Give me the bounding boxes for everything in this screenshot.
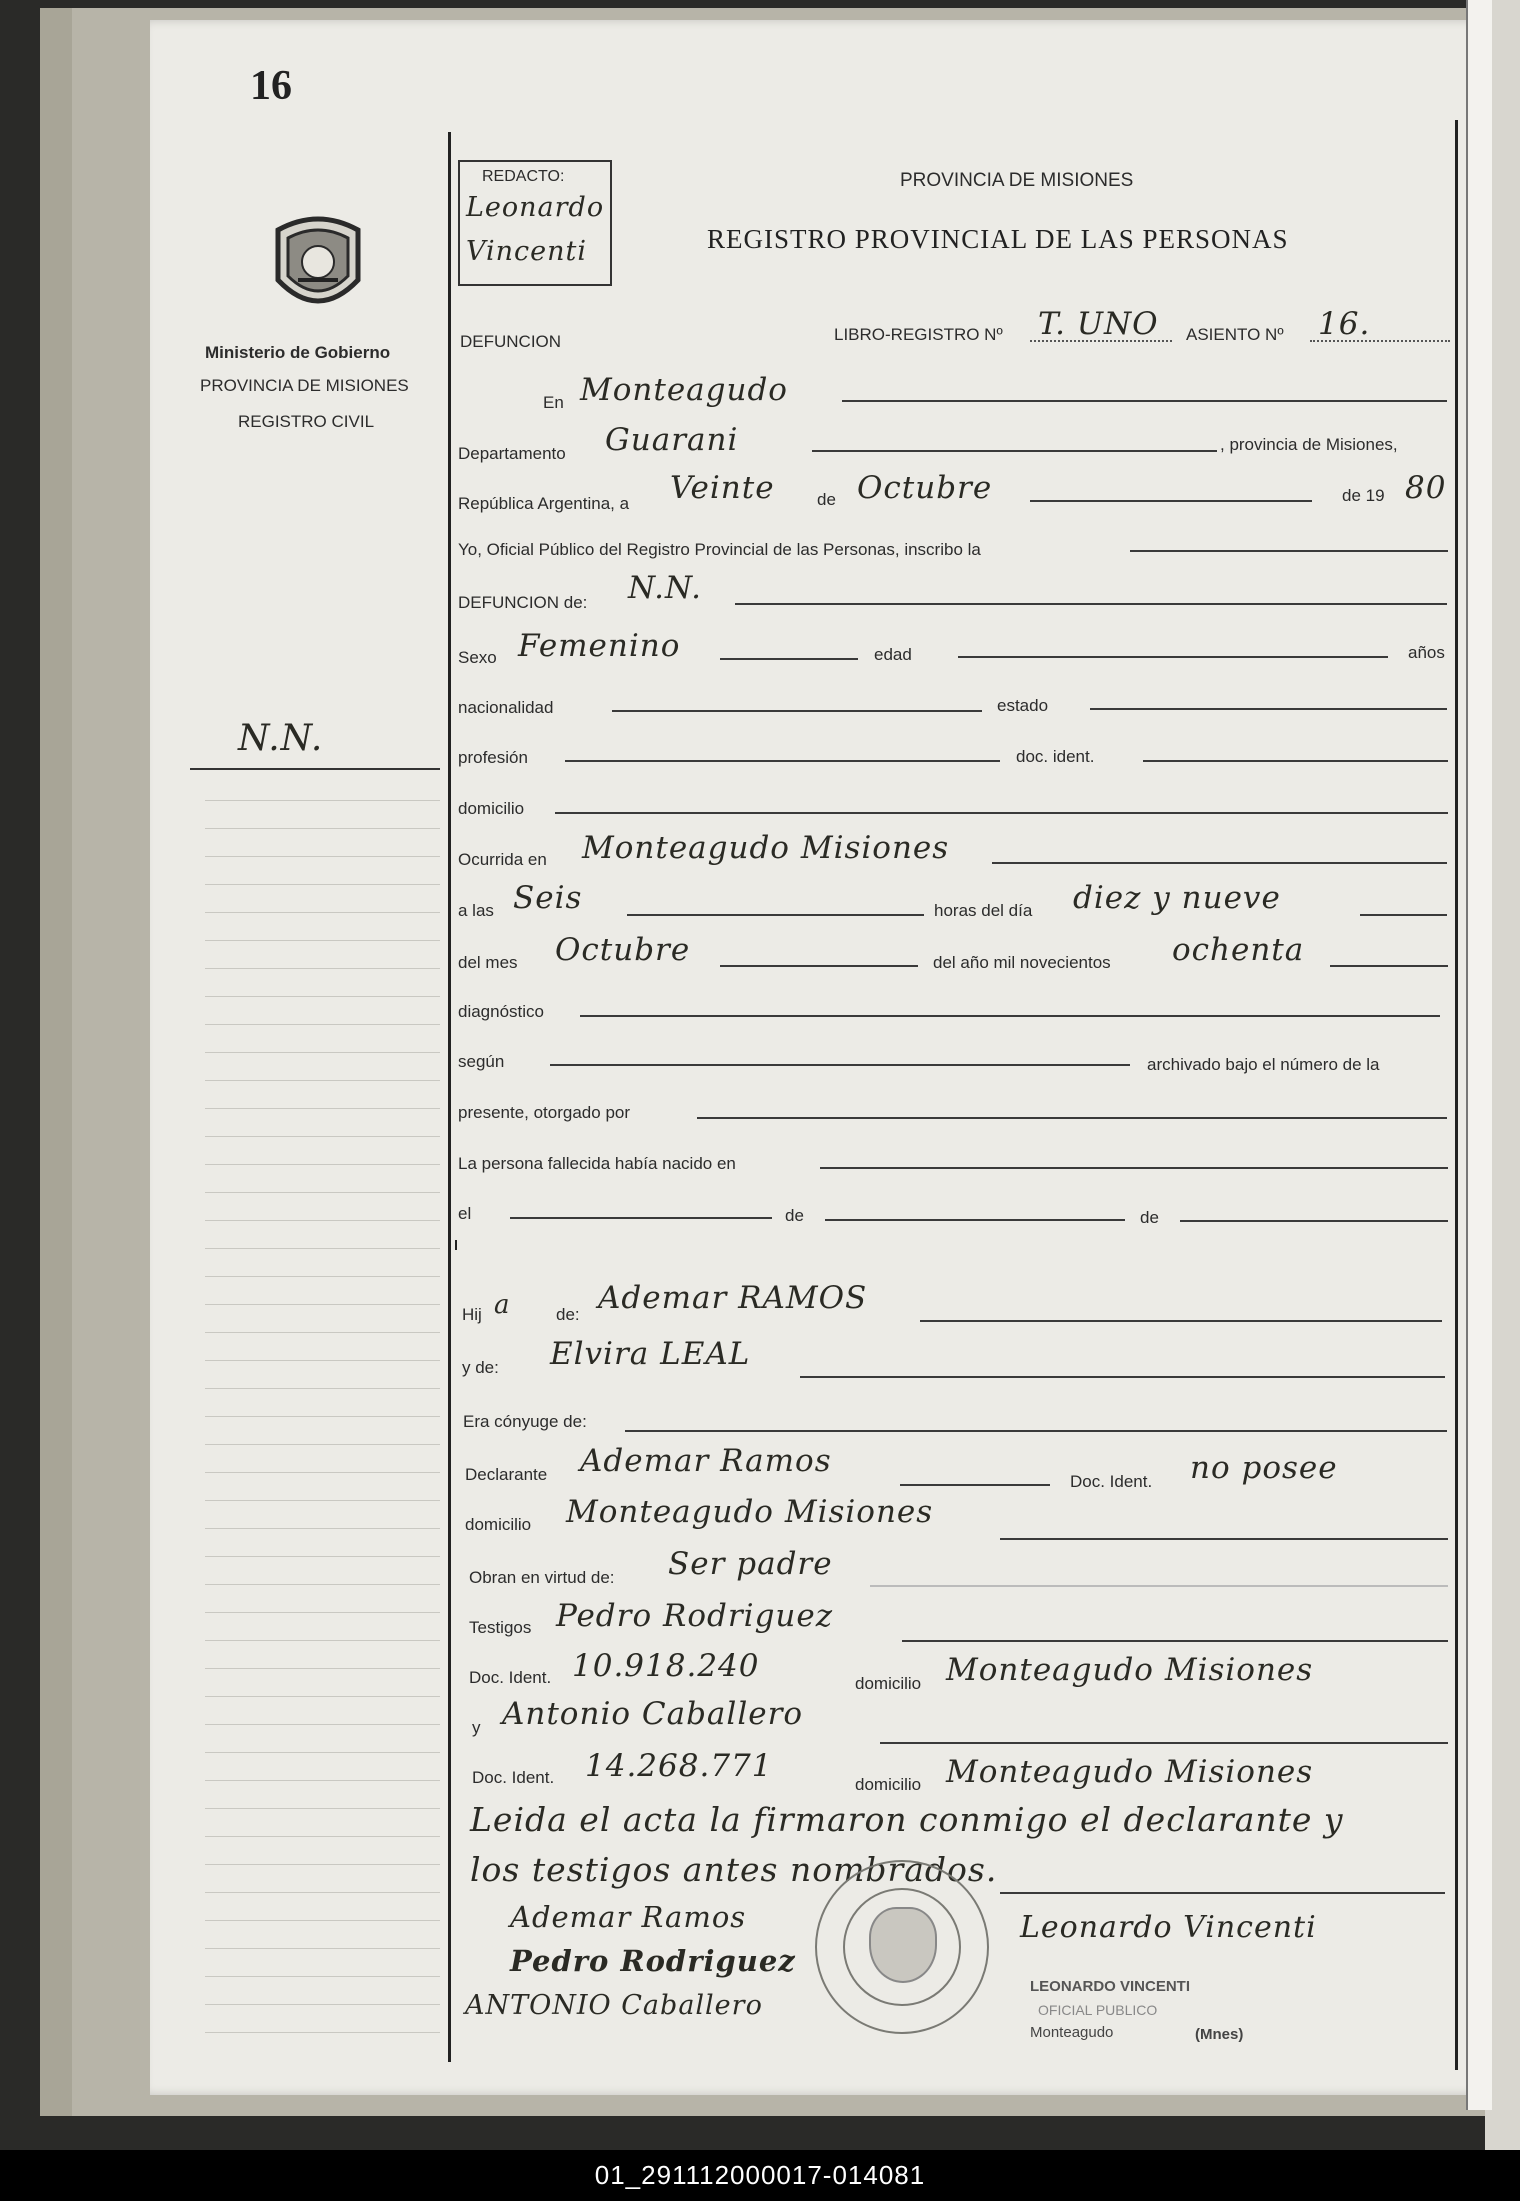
margin-rule-line bbox=[205, 1388, 440, 1389]
mes-value: Octubre bbox=[857, 470, 993, 506]
nacionalidad-label: nacionalidad bbox=[458, 698, 554, 717]
nacido-rule bbox=[820, 1167, 1448, 1169]
t1-dom-value: Monteagudo Misiones bbox=[946, 1652, 1314, 1688]
ministry-line3: REGISTRO CIVIL bbox=[238, 412, 375, 431]
presente-label: presente, otorgado por bbox=[458, 1103, 631, 1122]
margin-rule-line bbox=[205, 1752, 440, 1753]
margin-rule-line bbox=[205, 1500, 440, 1501]
doc-ident2-value: no posee bbox=[1190, 1450, 1338, 1486]
declarante-rule bbox=[900, 1484, 1050, 1486]
hijo-label: Hij bbox=[462, 1305, 482, 1324]
margin-rule-line bbox=[205, 1108, 440, 1109]
margin-rule-line bbox=[205, 1892, 440, 1893]
margin-rule-line bbox=[205, 856, 440, 857]
closing-rule bbox=[1000, 1892, 1445, 1894]
redacto-box bbox=[458, 160, 612, 286]
margin-rule-line bbox=[205, 1080, 440, 1081]
ocurrida-label: Ocurrida en bbox=[458, 850, 547, 869]
declarante-value: Ademar Ramos bbox=[580, 1443, 832, 1479]
obran-value: Ser padre bbox=[668, 1546, 833, 1582]
left-frame-line bbox=[448, 132, 451, 2062]
ano-value: ochenta bbox=[1172, 932, 1305, 968]
sexo-label: Sexo bbox=[458, 648, 497, 667]
year-value: 80 bbox=[1405, 470, 1447, 506]
ministry-line2: PROVINCIA DE MISIONES bbox=[200, 376, 409, 395]
margin-rule-line bbox=[205, 1444, 440, 1445]
defuncion-rule bbox=[735, 603, 1447, 605]
dia-del-value: diez y nueve bbox=[1073, 880, 1281, 916]
margin-rule-line bbox=[205, 1948, 440, 1949]
libro-label: LIBRO-REGISTRO Nº bbox=[834, 325, 1003, 344]
header-registry: REGISTRO PROVINCIAL DE LAS PERSONAS bbox=[707, 224, 1289, 254]
margin-rule-line bbox=[205, 1220, 440, 1221]
del-mes-rule bbox=[720, 965, 918, 967]
dia-value: Veinte bbox=[670, 470, 775, 506]
margin-rule-line bbox=[205, 1276, 440, 1277]
margin-rule-line bbox=[205, 1332, 440, 1333]
archivado-label: archivado bajo el número de la bbox=[1147, 1055, 1380, 1074]
signature-witness2: ANTONIO Caballero bbox=[465, 1990, 763, 2021]
el-rule bbox=[510, 1217, 772, 1219]
margin-rule-line bbox=[205, 1304, 440, 1305]
margin-rule-line bbox=[205, 1976, 440, 1977]
margin-rule-line bbox=[205, 1528, 440, 1529]
image-id-footer: 01_291112000017-014081 bbox=[0, 2150, 1520, 2201]
act-type: DEFUNCION bbox=[460, 332, 562, 351]
stamp-prov: (Mnes) bbox=[1195, 2026, 1244, 2043]
conyuge-rule bbox=[625, 1430, 1447, 1432]
oficial-rule bbox=[1130, 550, 1448, 552]
a-las-rule bbox=[627, 914, 924, 916]
margin-rule-line bbox=[205, 1584, 440, 1585]
de2-label: de bbox=[1140, 1208, 1159, 1227]
margin-rule-line bbox=[205, 1864, 440, 1865]
el-label: el bbox=[458, 1204, 472, 1223]
margin-rule-line bbox=[205, 968, 440, 969]
asiento-dots bbox=[1310, 340, 1450, 342]
header-province: PROVINCIA DE MISIONES bbox=[900, 170, 1134, 191]
padre-rule bbox=[920, 1320, 1442, 1322]
ocurrida-value: Monteagudo Misiones bbox=[582, 830, 950, 866]
profesion-rule bbox=[565, 760, 1000, 762]
declarante-label: Declarante bbox=[465, 1465, 548, 1484]
doc-ident-label: doc. ident. bbox=[1016, 747, 1095, 766]
stamp-title: OFICIAL PUBLICO bbox=[1038, 2002, 1158, 2018]
a-las-value: Seis bbox=[513, 880, 583, 916]
coat-of-arms-icon bbox=[268, 210, 368, 322]
margin-name-rule bbox=[190, 768, 440, 770]
margin-rule-line bbox=[205, 884, 440, 885]
en-label: En bbox=[543, 393, 564, 412]
margin-name: N.N. bbox=[238, 718, 324, 759]
book-spine bbox=[40, 8, 72, 2116]
margin-rule-line bbox=[205, 1136, 440, 1137]
signature-official: Leonardo Vincenti bbox=[1020, 1910, 1317, 1945]
horas-label: horas del día bbox=[934, 901, 1033, 920]
obran-rule bbox=[870, 1585, 1448, 1587]
oficial-text: Yo, Oficial Público del Registro Provincial de las Personas, inscribo la bbox=[458, 540, 981, 559]
t1-dom-label: domicilio bbox=[855, 1674, 922, 1693]
y-de-label: y de: bbox=[462, 1358, 499, 1377]
t1-doc-value: 10.918.240 bbox=[572, 1648, 760, 1684]
asiento-label: ASIENTO Nº bbox=[1186, 325, 1284, 344]
margin-rule-line bbox=[205, 1696, 440, 1697]
margin-rule-line bbox=[205, 1612, 440, 1613]
doc-ident-rule bbox=[1143, 760, 1448, 762]
de-label: de bbox=[817, 490, 836, 509]
presente-rule bbox=[697, 1117, 1447, 1119]
defuncion-de-value: N.N. bbox=[628, 570, 702, 606]
redacto-name1: Leonardo bbox=[466, 192, 605, 223]
estado-rule bbox=[1090, 708, 1447, 710]
republica-rule bbox=[1030, 500, 1312, 502]
sexo-value: Femenino bbox=[518, 628, 681, 664]
margin-rule-line bbox=[205, 2004, 440, 2005]
margin-rule-line bbox=[205, 1556, 440, 1557]
section-divider bbox=[455, 1240, 457, 1250]
del-ano-label: del año mil novecientos bbox=[933, 953, 1111, 972]
obran-label: Obran en virtud de: bbox=[469, 1568, 615, 1587]
margin-rule-line bbox=[205, 1808, 440, 1809]
de-year-label: de 19 bbox=[1342, 486, 1385, 505]
hijo-de-label: de: bbox=[556, 1305, 580, 1324]
provincia-suffix: , provincia de Misiones, bbox=[1220, 435, 1398, 454]
domicilio2-value: Monteagudo Misiones bbox=[566, 1494, 934, 1530]
edad-rule bbox=[958, 656, 1388, 658]
t2-dom-value: Monteagudo Misiones bbox=[946, 1754, 1314, 1790]
margin-rule-line bbox=[205, 1192, 440, 1193]
domicilio-rule bbox=[555, 812, 1448, 814]
closing-line1: Leida el acta la firmaron conmigo el declarante y bbox=[470, 1800, 1344, 1839]
signature-declarante: Ademar Ramos bbox=[510, 1900, 747, 1934]
dia-del-rule bbox=[1360, 914, 1447, 916]
diagnostico-rule bbox=[580, 1015, 1440, 1017]
stamp-place: Monteagudo bbox=[1030, 2024, 1114, 2041]
margin-rule-line bbox=[205, 1248, 440, 1249]
margin-rule-line bbox=[205, 800, 440, 801]
page-number: 16 bbox=[250, 63, 292, 109]
t1-doc-label: Doc. Ident. bbox=[469, 1668, 552, 1687]
libro-value: T. UNO bbox=[1038, 306, 1159, 342]
stamp-name: LEONARDO VINCENTI bbox=[1030, 1978, 1191, 1995]
margin-rule-line bbox=[205, 912, 440, 913]
nacionalidad-rule bbox=[612, 710, 982, 712]
testigo2-value: Antonio Caballero bbox=[502, 1696, 804, 1732]
de1-label: de bbox=[785, 1206, 804, 1225]
del-mes-value: Octubre bbox=[555, 932, 691, 968]
redacto-label: REDACTO: bbox=[482, 168, 565, 185]
en-rule bbox=[842, 400, 1447, 402]
margin-rule-line bbox=[205, 1920, 440, 1921]
margin-rule-line bbox=[205, 1836, 440, 1837]
next-page-edge bbox=[1466, 0, 1492, 2110]
profesion-label: profesión bbox=[458, 748, 528, 767]
en-value: Monteagudo bbox=[580, 372, 788, 408]
testigo1-value: Pedro Rodriguez bbox=[556, 1598, 834, 1634]
margin-rule-line bbox=[205, 940, 440, 941]
t2-dom-label: domicilio bbox=[855, 1775, 922, 1794]
departamento-value: Guarani bbox=[605, 422, 739, 458]
y-label: y bbox=[472, 1718, 481, 1737]
padre-value: Ademar RAMOS bbox=[598, 1280, 868, 1316]
margin-rule-line bbox=[205, 1640, 440, 1641]
doc-ident2-label: Doc. Ident. bbox=[1070, 1472, 1153, 1491]
margin-rule-line bbox=[205, 1724, 440, 1725]
t2-doc-value: 14.268.771 bbox=[585, 1748, 773, 1784]
testigos-label: Testigos bbox=[469, 1618, 532, 1637]
closing-line2: los testigos antes nombrados. bbox=[470, 1850, 998, 1889]
estado-label: estado bbox=[997, 696, 1049, 715]
domicilio-label: domicilio bbox=[458, 799, 525, 818]
segun-rule bbox=[550, 1064, 1130, 1066]
edad-label: edad bbox=[874, 645, 912, 664]
madre-rule bbox=[800, 1376, 1445, 1378]
hijo-suffix: a bbox=[494, 1290, 511, 1320]
libro-dots bbox=[1030, 340, 1172, 342]
ano-rule bbox=[1330, 965, 1448, 967]
asiento-value: 16. bbox=[1318, 306, 1371, 342]
republica-label: República Argentina, a bbox=[458, 494, 630, 513]
de1-rule bbox=[825, 1219, 1125, 1221]
departamento-label: Departamento bbox=[458, 444, 566, 463]
domicilio2-rule bbox=[1000, 1538, 1448, 1540]
a-las-label: a las bbox=[458, 901, 494, 920]
de2-rule bbox=[1180, 1220, 1448, 1222]
margin-rule-line bbox=[205, 1416, 440, 1417]
segun-label: según bbox=[458, 1052, 505, 1071]
margin-rule-line bbox=[205, 996, 440, 997]
madre-value: Elvira LEAL bbox=[550, 1336, 751, 1372]
diagnostico-label: diagnóstico bbox=[458, 1002, 545, 1021]
testigo1-rule bbox=[902, 1640, 1448, 1642]
registry-seal-icon bbox=[815, 1860, 989, 2034]
margin-rule-line bbox=[205, 1164, 440, 1165]
ocurrida-rule bbox=[992, 862, 1447, 864]
domicilio2-label: domicilio bbox=[465, 1515, 532, 1534]
margin-rule-line bbox=[205, 1472, 440, 1473]
ministry-line1: Ministerio de Gobierno bbox=[205, 343, 391, 362]
margin-rule-line bbox=[205, 1360, 440, 1361]
margin-rule-line bbox=[205, 1024, 440, 1025]
redacto-name2: Vincenti bbox=[466, 236, 588, 267]
sexo-rule bbox=[720, 658, 858, 660]
margin-rule-line bbox=[205, 828, 440, 829]
anos-label: años bbox=[1408, 643, 1445, 662]
signature-witness1: Pedro Rodriguez bbox=[510, 1944, 796, 1978]
nacido-label: La persona fallecida había nacido en bbox=[458, 1154, 736, 1173]
del-mes-label: del mes bbox=[458, 953, 518, 972]
departamento-rule bbox=[812, 450, 1217, 452]
t2-doc-label: Doc. Ident. bbox=[472, 1768, 555, 1787]
testigo2-rule bbox=[880, 1742, 1448, 1744]
margin-rule-line bbox=[205, 1780, 440, 1781]
conyuge-label: Era cónyuge de: bbox=[463, 1412, 587, 1431]
margin-rule-line bbox=[205, 2032, 440, 2033]
defuncion-de-label: DEFUNCION de: bbox=[458, 593, 588, 612]
right-frame-line bbox=[1455, 120, 1458, 2070]
margin-rule-line bbox=[205, 1668, 440, 1669]
margin-rule-line bbox=[205, 1052, 440, 1053]
